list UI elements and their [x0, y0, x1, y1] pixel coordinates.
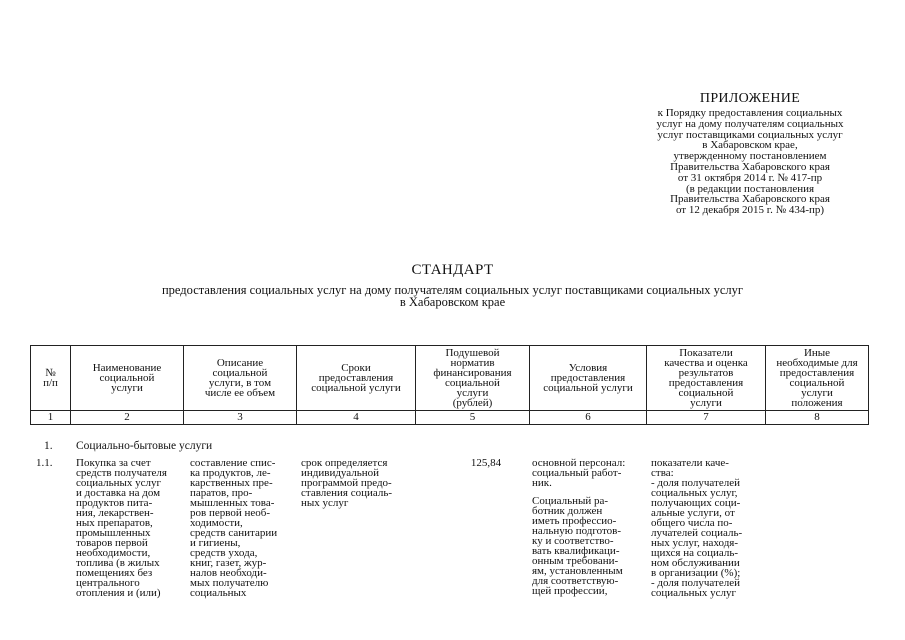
column-header	[530, 346, 647, 411]
cell-line: средств ухода,	[190, 547, 258, 559]
cell-line: альные услуги, от	[651, 507, 735, 519]
appendix-line: от 12 декабря 2015 г. № 434-пр)	[675, 204, 825, 217]
column-number: 3	[184, 411, 297, 425]
cell-line: иметь профессио-	[532, 515, 617, 527]
header-line: услуги	[111, 382, 143, 394]
cell-line: ном обслуживании	[651, 557, 740, 569]
header-line: услуги, в том	[208, 377, 272, 389]
appendix-line: услуг поставщиками социальных услуг	[657, 128, 843, 141]
header-line: социальной	[678, 387, 734, 399]
service-terms-cell	[301, 458, 416, 508]
conditions-cell	[532, 458, 644, 596]
header-line: Сроки	[341, 362, 371, 374]
cell-line: вать квалификаци-	[532, 545, 620, 557]
column-number: 2	[71, 411, 184, 425]
header-line: результатов	[678, 367, 734, 379]
appendix-line: услуг на дому получателям социальных	[656, 117, 844, 130]
column-number: 1	[31, 411, 71, 425]
column-header	[31, 346, 71, 411]
cell-line: ставления социаль-	[301, 487, 393, 499]
cell-line: ходимости,	[190, 517, 243, 529]
norm-value: 125,84	[470, 457, 502, 469]
header-line: Показатели	[679, 347, 733, 359]
header-line: социальной услуги	[543, 382, 633, 394]
cell-line: ров первой необ-	[190, 507, 270, 519]
column-number: 7	[647, 411, 766, 425]
column-header	[647, 346, 766, 411]
header-line: услуги	[690, 397, 722, 409]
header-line: норматив	[450, 357, 495, 369]
header-line: услуги	[801, 387, 833, 399]
appendix-line: в Хабаровском крае,	[702, 139, 798, 152]
column-number: 6	[530, 411, 647, 425]
conditions-paragraph	[532, 458, 644, 488]
cell-line: составление спис-	[190, 457, 276, 469]
conditions-paragraph	[532, 496, 644, 596]
cell-line: ства:	[651, 467, 674, 479]
header-line: финансирования	[433, 367, 512, 379]
header-line: социальной	[99, 372, 155, 384]
cell-line: онным требовани-	[532, 555, 619, 567]
cell-line: показатели каче-	[651, 457, 729, 469]
cell-line: карственных пре-	[190, 477, 273, 489]
appendix-line: (в редакции постановления	[685, 182, 815, 195]
cell-line: щихся на социаль-	[651, 547, 739, 559]
column-header	[184, 346, 297, 411]
header-line: положения	[791, 397, 843, 409]
table-header-row	[31, 346, 869, 411]
appendix-line: к Порядку предоставления социальных	[657, 107, 843, 119]
header-line: предоставления	[318, 372, 394, 384]
cell-line: социальных услуг,	[651, 487, 738, 499]
section-title: Социально-бытовые услуги	[76, 440, 213, 452]
cell-line: ных услуг, находя-	[651, 537, 739, 549]
service-name-cell	[76, 458, 184, 598]
header-line: социальной услуги	[311, 382, 401, 394]
cell-line: ку и соответство-	[532, 535, 614, 547]
header-line: Подушевой	[445, 347, 500, 359]
appendix-block	[600, 92, 900, 216]
standard-table	[30, 345, 869, 425]
column-header	[416, 346, 530, 411]
cell-line: - доля получателей	[651, 477, 740, 489]
header-line: числе ее объем	[204, 387, 276, 399]
cell-line: центрального	[76, 577, 140, 589]
appendix-title: ПРИЛОЖЕНИЕ	[699, 91, 801, 106]
header-line: социальной	[212, 367, 268, 379]
column-number-row	[31, 411, 869, 425]
cell-line: получающих соци-	[651, 497, 741, 509]
cell-line: мышленных това-	[190, 497, 275, 509]
cell-line: основной персонал:	[532, 457, 626, 469]
cell-line: продуктов пита-	[76, 497, 153, 509]
header-line: №	[45, 367, 56, 379]
document-subtitle	[60, 284, 845, 308]
header-line: Иные	[803, 347, 831, 359]
header-line: Условия	[568, 362, 608, 374]
column-header	[71, 346, 184, 411]
header-line: Описание	[216, 357, 264, 369]
cell-line: книг, газет, жур-	[190, 557, 267, 569]
cell-line: - доля получателей	[651, 577, 740, 589]
appendix-line: утвержденному постановлением	[673, 150, 827, 163]
header-line: социальной	[445, 377, 500, 389]
cell-line: товаров первой	[76, 537, 148, 549]
column-number: 5	[416, 411, 530, 425]
appendix-line: Правительства Хабаровского края	[670, 160, 830, 173]
cell-line: общего числа по-	[651, 517, 733, 529]
cell-line: топлива (в жилых	[76, 557, 160, 569]
cell-line: необходимости,	[76, 547, 151, 559]
cell-line: налов необходи-	[190, 567, 267, 579]
cell-line: срок определяется	[301, 457, 388, 469]
cell-line: средств санитарии	[190, 527, 278, 539]
cell-line: нальную подготов-	[532, 525, 622, 537]
cell-line: социальных услуг	[651, 587, 737, 599]
cell-line: лучателей социаль-	[651, 527, 743, 539]
cell-line: индивидуальной	[301, 467, 380, 479]
cell-line: для соответствую-	[532, 575, 619, 587]
column-number: 4	[297, 411, 416, 425]
document-subtitle-line: в Хабаровском крае	[399, 295, 506, 309]
column-number: 8	[766, 411, 869, 425]
cell-line: и гигиены,	[190, 537, 241, 549]
quality-indicators-cell	[651, 458, 769, 598]
cell-line: и доставка на дом	[76, 487, 161, 499]
header-line: услуги	[456, 387, 489, 399]
cell-line: ных препаратов,	[76, 517, 153, 529]
cell-line: ник.	[532, 477, 552, 489]
document-subtitle-line: предоставления социальных услуг на дому получателям социальных услуг поставщиками социальных услуг	[161, 283, 744, 297]
cell-line: ботник должен	[532, 505, 603, 517]
cell-line: программой предо-	[301, 477, 392, 489]
cell-line: ных услуг	[301, 497, 349, 509]
header-line: предоставления	[779, 367, 855, 379]
cell-line: ния, лекарствен-	[76, 507, 154, 519]
row-number: 1.1.	[36, 457, 53, 469]
header-line: п/п	[43, 377, 58, 389]
cell-line: Покупка за счет	[76, 457, 151, 469]
section-number: 1.	[44, 440, 53, 452]
cell-line: социальный работ-	[532, 467, 622, 479]
cell-line: промышленных	[76, 527, 151, 539]
cell-line: паратов, про-	[190, 487, 253, 499]
header-line: социальной	[789, 377, 845, 389]
cell-line: социальных услуг	[76, 477, 162, 489]
document-title: СТАНДАРТ	[411, 262, 494, 278]
cell-line: средств получателя	[76, 467, 167, 479]
cell-line: социальных	[190, 587, 247, 599]
header-line: предоставления	[668, 377, 744, 389]
header-line: качества и оценка	[664, 357, 748, 369]
cell-line: в организации (%);	[651, 567, 741, 579]
header-line: предоставления	[550, 372, 626, 384]
appendix-line: от 31 октября 2014 г. № 417-пр	[677, 171, 823, 184]
cell-line: ям, установленным	[532, 565, 623, 577]
service-description-cell	[190, 458, 298, 598]
header-line: (рублей)	[452, 397, 493, 409]
cell-line: отопления и (или)	[76, 587, 161, 599]
cell-line: ка продуктов, ле-	[190, 467, 271, 479]
cell-line: щей профессии,	[532, 585, 608, 597]
cell-line: мых получателю	[190, 577, 269, 589]
column-header	[766, 346, 869, 411]
appendix-line: Правительства Хабаровского края	[670, 193, 830, 206]
column-header	[297, 346, 416, 411]
cell-line: Социальный ра-	[532, 495, 609, 507]
cell-line: помещениях без	[76, 567, 153, 579]
header-line: Наименование	[92, 362, 162, 374]
header-line: необходимые для	[776, 357, 858, 369]
